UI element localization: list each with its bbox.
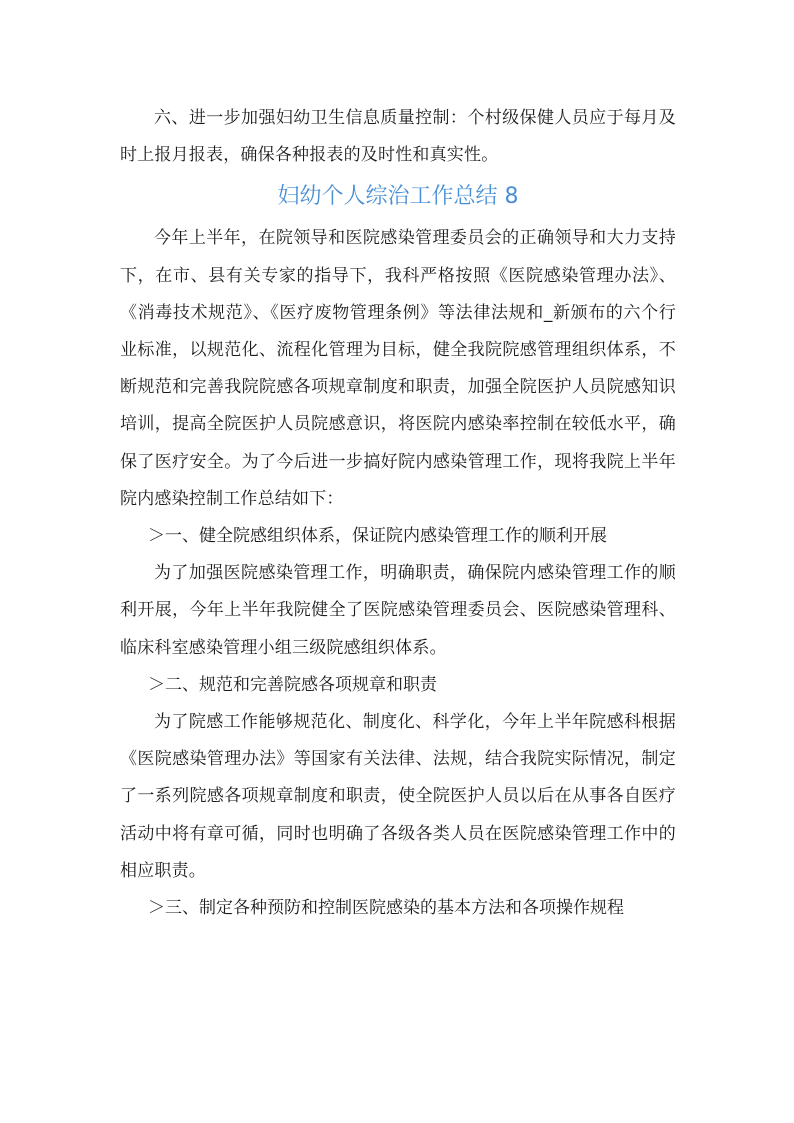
- body-paragraph-3: 为了院感工作能够规范化、制度化、科学化，今年上半年院感科根据《医院感染管理办法》等国家有关法律、法规，结合我院实际情况，制定了一系列院感各项规章制度和职责，使全院医护人员以后在从事各自医疗活动中将有章可循，同时也明确了各级各类人员在医院感染管理工作中的相应职责。: [120, 712, 676, 881]
- subheading-2: ＞二、规范和完善院感各项规章和职责: [148, 674, 437, 695]
- body-paragraph-2: 为了加强医院感染管理工作，明确职责，确保院内感染管理工作的顺利开展，今年上半年我院健全了医院感染管理委员会、医院感染管理科、临床科室感染管理小组三级院感组织体系。: [120, 563, 676, 658]
- document-body: [120, 100, 676, 927]
- body-paragraph-1: 今年上半年，在院领导和医院感染管理委员会的正确领导和大力支持下，在市、县有关专家的指导下，我科严格按照《医院感染管理办法》、《消毒技术规范》、《医疗废物管理条例》等法律法规和_新颁布的六个行业标准，以规范化、流程化管理为目标，健全我院院感管理组织体系，不断规范和完善我院院感各项规章制度和职责，加强全院医护人员院感知识培训，提高全院医护人员院感意识，将医院内感染率控制在较低水平，确保了医疗安全。为了今后进一步搞好院内感染管理工作，现将我院上半年院内感染控制工作总结如下：: [120, 228, 676, 509]
- subheading-1: ＞一、健全院感组织体系，保证院内感染管理工作的顺利开展: [148, 526, 607, 547]
- section-title: 妇幼个人综治工作总结 8: [277, 184, 519, 210]
- subheading-3: ＞三、制定各种预防和控制医院感染的基本方法和各项操作规程: [148, 898, 624, 919]
- intro-paragraph: 六、进一步加强妇幼卫生信息质量控制：个村级保健人员应于每月及时上报月报表，确保各种报表的及时性和真实性。: [120, 108, 676, 166]
